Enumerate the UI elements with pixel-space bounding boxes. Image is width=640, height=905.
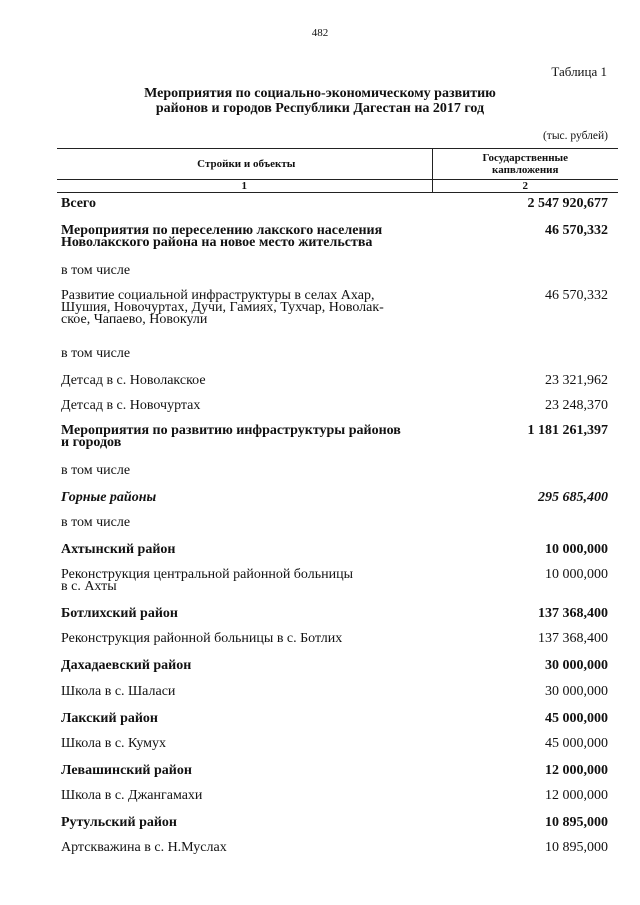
header-investments <box>432 149 618 180</box>
row-name-line: Новолакского района на новое место жительства <box>61 234 373 250</box>
row-value: 137 368,400 <box>538 605 608 621</box>
row-name-line: Артскважина в с. Н.Муслах <box>61 839 227 855</box>
row-name-line: Ботлихский район <box>61 605 178 621</box>
table-row <box>57 760 618 785</box>
title-line-2: районов и городов Республики Дагестан на 2017 год <box>155 101 485 116</box>
row-value: 12 000,000 <box>545 787 608 803</box>
row-name <box>57 343 432 370</box>
table-row <box>57 628 618 655</box>
table-row <box>57 603 618 628</box>
row-value: 30 000,000 <box>545 657 608 673</box>
column-number-1: 1 <box>57 180 432 193</box>
row-name <box>57 487 432 512</box>
table-row <box>57 220 618 260</box>
row-name <box>57 193 432 220</box>
table-row <box>57 733 618 760</box>
row-value: 46 570,332 <box>545 222 608 238</box>
row-name-line: Школа в с. Джангамахи <box>61 787 203 803</box>
row-name-line: Школа в с. Кумух <box>61 735 167 751</box>
row-name-line: Ахтынский район <box>61 541 176 557</box>
row-name <box>57 760 432 785</box>
column-number-row <box>57 180 618 193</box>
table-row <box>57 785 618 812</box>
row-name <box>57 460 432 487</box>
row-name <box>57 420 432 460</box>
row-value: 23 321,962 <box>545 372 608 388</box>
row-value: 1 181 261,397 <box>527 422 608 438</box>
table-row <box>57 512 618 539</box>
row-name <box>57 539 432 564</box>
table-row <box>57 420 618 460</box>
units-label: (тыс. рублей) <box>542 130 608 142</box>
row-name-line: Всего <box>61 196 96 211</box>
row-name <box>57 603 432 628</box>
row-name-line: Мероприятия по развитию инфраструктуры районов <box>61 422 401 438</box>
table-row <box>57 837 618 864</box>
table-row <box>57 539 618 564</box>
row-value: 30 000,000 <box>545 683 608 699</box>
header-investments-line-1: Государственные <box>482 152 568 164</box>
table-row <box>57 370 618 395</box>
row-name-line: в том числе <box>61 462 131 478</box>
table-row <box>57 681 618 708</box>
table-row <box>57 655 618 681</box>
row-name-line: в том числе <box>61 345 131 361</box>
row-name-line: Школа в с. Шаласи <box>61 683 176 699</box>
row-name-line: Рутульский район <box>61 814 177 830</box>
row-name <box>57 285 432 343</box>
table-row <box>57 487 618 512</box>
row-value: 45 000,000 <box>545 735 608 751</box>
header-investments-line-2: капвложения <box>492 164 559 176</box>
title-line-1: Мероприятия по социально-экономическому развитию <box>144 86 496 101</box>
table-row <box>57 395 618 420</box>
row-name-line: в том числе <box>61 262 131 278</box>
row-name <box>57 220 432 260</box>
row-name <box>57 260 432 285</box>
row-name <box>57 512 432 539</box>
row-name <box>57 733 432 760</box>
table-body <box>57 193 618 864</box>
row-value <box>432 343 618 370</box>
row-value <box>432 260 618 285</box>
row-name <box>57 370 432 395</box>
table-row <box>57 260 618 285</box>
row-value: 10 000,000 <box>545 566 608 582</box>
row-name <box>57 812 432 837</box>
column-number-2: 2 <box>432 180 618 193</box>
table-row <box>57 708 618 733</box>
row-name <box>57 681 432 708</box>
row-value: 137 368,400 <box>538 630 608 646</box>
header-objects: Стройки и объекты <box>57 149 432 180</box>
row-name-line: Шушия, Новочуртах, Дучи, Гамиях, Тухчар, Новолак- <box>61 299 384 315</box>
table-row <box>57 193 618 220</box>
row-name <box>57 395 432 420</box>
row-name-line: Левашинский район <box>61 762 192 778</box>
row-name <box>57 564 432 603</box>
row-value <box>432 460 618 487</box>
row-name <box>57 655 432 681</box>
row-value: 295 685,400 <box>538 489 608 505</box>
document-title <box>0 86 640 116</box>
row-value: 10 000,000 <box>545 541 608 557</box>
row-value: 45 000,000 <box>545 710 608 726</box>
row-name-line: Мероприятия по переселению лакского населения <box>61 222 383 238</box>
row-name <box>57 837 432 864</box>
row-name <box>57 628 432 655</box>
row-name <box>57 708 432 733</box>
header-row <box>57 149 618 180</box>
row-name-line: Реконструкция центральной районной больницы <box>61 566 353 582</box>
row-name-line: Дахадаевский район <box>61 657 192 673</box>
investment-table <box>57 148 618 864</box>
row-name-line: Реконструкция районной больницы в с. Ботлих <box>61 630 343 646</box>
row-value: 46 570,332 <box>545 287 608 303</box>
row-value: 10 895,000 <box>545 814 608 830</box>
row-name-line: Детсад в с. Новочуртах <box>61 397 201 413</box>
row-value: 23 248,370 <box>545 397 608 413</box>
table-row <box>57 460 618 487</box>
table-row <box>57 564 618 603</box>
table-label: Таблица 1 <box>551 64 607 79</box>
row-name-line: Горные районы <box>61 489 157 505</box>
row-name-line: в том числе <box>61 514 131 530</box>
table-row <box>57 285 618 343</box>
row-name-line: ское, Чапаево, Новокули <box>61 311 208 327</box>
row-name-line: в с. Ахты <box>61 578 117 594</box>
row-value: 10 895,000 <box>545 839 608 855</box>
row-name-line: Развитие социальной инфраструктуры в селах Ахар, <box>61 287 375 303</box>
row-name-line: Лакский район <box>61 710 158 726</box>
row-value: 2 547 920,677 <box>527 196 608 211</box>
row-value: 12 000,000 <box>545 762 608 778</box>
row-name-line: и городов <box>61 434 122 450</box>
row-value <box>432 512 618 539</box>
row-name-line: Детсад в с. Новолакское <box>61 372 206 388</box>
page-number: 482 <box>311 27 329 39</box>
table-row <box>57 812 618 837</box>
row-name <box>57 785 432 812</box>
table-row <box>57 343 618 370</box>
